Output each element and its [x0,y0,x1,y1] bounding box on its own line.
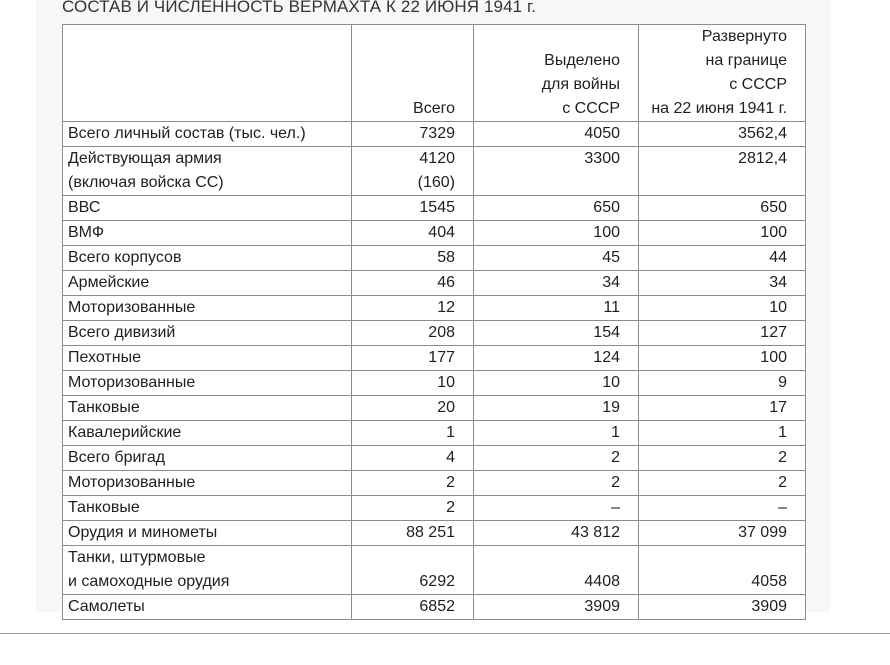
cell-total-text: 20 [437,399,455,416]
cell-total-text: 7329 [419,125,455,142]
row-label [63,346,352,371]
cell-total-text: 88 251 [406,524,455,541]
row-label-text: Действующая армия [68,150,222,167]
header-deployed-line: на границе [705,52,787,69]
cell-deployed [639,396,806,421]
cell-total [352,595,474,620]
row-label [63,296,352,321]
row-label-text: ВМФ [68,224,104,241]
header-category [63,25,352,122]
cell-deployed [639,147,806,196]
cell-allocated [474,271,639,296]
cell-deployed [639,546,806,595]
cell-allocated-text: – [611,499,620,516]
table-row [63,271,806,296]
header-total: Всего [352,25,474,122]
row-label-text: Всего дивизий [68,324,176,341]
cell-total [352,471,474,496]
table-body [63,122,806,620]
cell-total-text: 2 [446,474,455,491]
cell-total-text: 208 [428,324,455,341]
table-row [63,246,806,271]
row-label-text: Танковые [68,399,140,416]
row-label-text: Всего корпусов [68,249,182,266]
cell-total-text: 177 [428,349,455,366]
row-label-text: Всего личный состав (тыс. чел.) [68,125,306,142]
cell-deployed [639,296,806,321]
table-row [63,196,806,221]
row-label [63,271,352,296]
table-row [63,371,806,396]
cell-deployed [639,421,806,446]
cell-total-text: 1545 [419,199,455,216]
table-row [63,496,806,521]
cell-allocated-text: 3300 [584,150,620,167]
cell-allocated [474,346,639,371]
cell-total [352,346,474,371]
header-allocated-line: с СССР [562,100,620,117]
row-label-text: Моторизованные [68,299,196,316]
row-label [63,122,352,147]
cell-total [352,271,474,296]
cell-allocated-text: 2 [611,474,620,491]
cell-deployed [639,221,806,246]
row-label-text: Армейские [68,274,150,291]
cell-deployed [639,196,806,221]
header-deployed-line: на 22 июня 1941 г. [651,100,787,117]
cell-total-text: 1 [446,424,455,441]
cell-deployed-text: 34 [769,274,787,291]
cell-allocated-text: 3909 [584,598,620,615]
cell-total [352,221,474,246]
cell-deployed-text: 17 [769,399,787,416]
row-label [63,521,352,546]
row-label-text: и самоходные орудия [68,573,230,590]
cell-deployed [639,346,806,371]
cell-allocated-text: 100 [593,224,620,241]
cell-deployed-text: 2 [778,449,787,466]
cell-total [352,196,474,221]
cell-deployed-text: 1 [778,424,787,441]
cell-allocated [474,471,639,496]
row-label [63,371,352,396]
cell-total [352,496,474,521]
row-label [63,221,352,246]
cell-deployed [639,371,806,396]
row-label-text: Орудия и минометы [68,524,218,541]
row-label-text: Моторизованные [68,474,196,491]
row-label [63,446,352,471]
footer-divider [0,633,890,634]
cell-total-text: 404 [428,224,455,241]
cell-total [352,421,474,446]
table-row [63,296,806,321]
row-label-text: Всего бригад [68,449,166,466]
cell-total [352,147,474,196]
cell-deployed [639,595,806,620]
table-row [63,396,806,421]
table-row [63,471,806,496]
cell-total-text: 46 [437,274,455,291]
row-label [63,546,352,595]
cell-allocated-text: 11 [603,299,620,316]
cell-total-text: 4 [446,449,455,466]
cell-deployed-text: 10 [769,299,787,316]
cell-total-text: (160) [417,174,455,191]
cell-deployed [639,122,806,147]
cell-allocated [474,546,639,595]
cell-total [352,122,474,147]
table-row [63,346,806,371]
table-row [63,321,806,346]
cell-deployed-text: 44 [769,249,787,266]
cell-deployed [639,496,806,521]
table-row [63,147,806,196]
cell-total [352,446,474,471]
table-row [63,595,806,620]
cell-deployed [639,446,806,471]
table-row [63,546,806,595]
cell-deployed-text: 2812,4 [738,150,787,167]
cell-allocated [474,521,639,546]
cell-allocated [474,396,639,421]
table-title: СОСТАВ И ЧИСЛЕННОСТЬ ВЕРМАХТА К 22 ИЮНЯ 1941 г. [62,0,537,16]
cell-allocated-text: 2 [611,449,620,466]
cell-deployed-text: 2 [778,474,787,491]
header-deployed [639,25,806,122]
row-label-text: (включая войска СС) [68,174,224,191]
cell-allocated-text: 45 [602,249,620,266]
row-label [63,147,352,196]
cell-total-text: 58 [437,249,455,266]
cell-deployed [639,471,806,496]
cell-allocated [474,147,639,196]
cell-total [352,321,474,346]
cell-deployed-text: 100 [760,349,787,366]
cell-total [352,371,474,396]
cell-allocated [474,446,639,471]
cell-total [352,296,474,321]
table-row [63,521,806,546]
cell-allocated [474,196,639,221]
cell-total-text: 2 [446,499,455,516]
cell-allocated [474,595,639,620]
row-label-text: Самолеты [68,598,145,615]
table-row [63,122,806,147]
row-label-text: Танки, штурмовые [68,549,206,566]
table-row [63,221,806,246]
cell-total-text: 6292 [419,573,455,590]
cell-deployed [639,246,806,271]
cell-deployed-text: 37 099 [738,524,787,541]
row-label [63,196,352,221]
cell-allocated-text: 34 [602,274,620,291]
cell-total-text: 4120 [419,150,455,167]
cell-deployed [639,271,806,296]
cell-deployed [639,521,806,546]
cell-allocated-text: 4050 [584,125,620,142]
cell-deployed-text: 650 [760,199,787,216]
cell-total [352,521,474,546]
row-label-text: Моторизованные [68,374,196,391]
cell-total-text: 10 [437,374,455,391]
cell-allocated [474,496,639,521]
cell-deployed-text: 3909 [751,598,787,615]
cell-deployed [639,321,806,346]
row-label [63,496,352,521]
cell-deployed-text: 127 [760,324,787,341]
cell-allocated-text: 10 [602,374,620,391]
cell-allocated [474,246,639,271]
cell-deployed-text: – [778,499,787,516]
cell-deployed-text: 9 [778,374,787,391]
row-label [63,396,352,421]
cell-allocated-text: 124 [593,349,620,366]
cell-allocated-text: 4408 [584,573,620,590]
cell-allocated-text: 1 [611,424,620,441]
cell-total [352,246,474,271]
cell-allocated-text: 154 [593,324,620,341]
cell-allocated [474,321,639,346]
row-label-text: Кавалерийские [68,424,182,441]
header-allocated-line: Выделено [544,52,620,69]
cell-allocated-text: 43 812 [571,524,620,541]
cell-allocated [474,221,639,246]
cell-allocated-text: 19 [602,399,620,416]
row-label-text: Пехотные [68,349,141,366]
header-deployed-line: Развернуто [701,28,787,45]
table-row [63,446,806,471]
row-label [63,595,352,620]
cell-allocated [474,296,639,321]
row-label-text: Танковые [68,499,140,516]
row-label [63,471,352,496]
header-allocated-line: для войны [541,76,620,93]
wehrmacht-table [62,24,806,620]
cell-total-text: 12 [437,299,455,316]
cell-allocated [474,122,639,147]
header-deployed-line: с СССР [729,76,787,93]
cell-total [352,546,474,595]
cell-allocated-text: 650 [593,199,620,216]
cell-allocated [474,421,639,446]
cell-total-text: 6852 [419,598,455,615]
row-label [63,321,352,346]
header-row [63,25,806,122]
row-label [63,246,352,271]
cell-deployed-text: 4058 [751,573,787,590]
cell-deployed-text: 3562,4 [738,125,787,142]
cell-deployed-text: 100 [760,224,787,241]
row-label-text: ВВС [68,199,101,216]
table-row [63,421,806,446]
header-allocated [474,25,639,122]
cell-allocated [474,371,639,396]
cell-total [352,396,474,421]
row-label [63,421,352,446]
